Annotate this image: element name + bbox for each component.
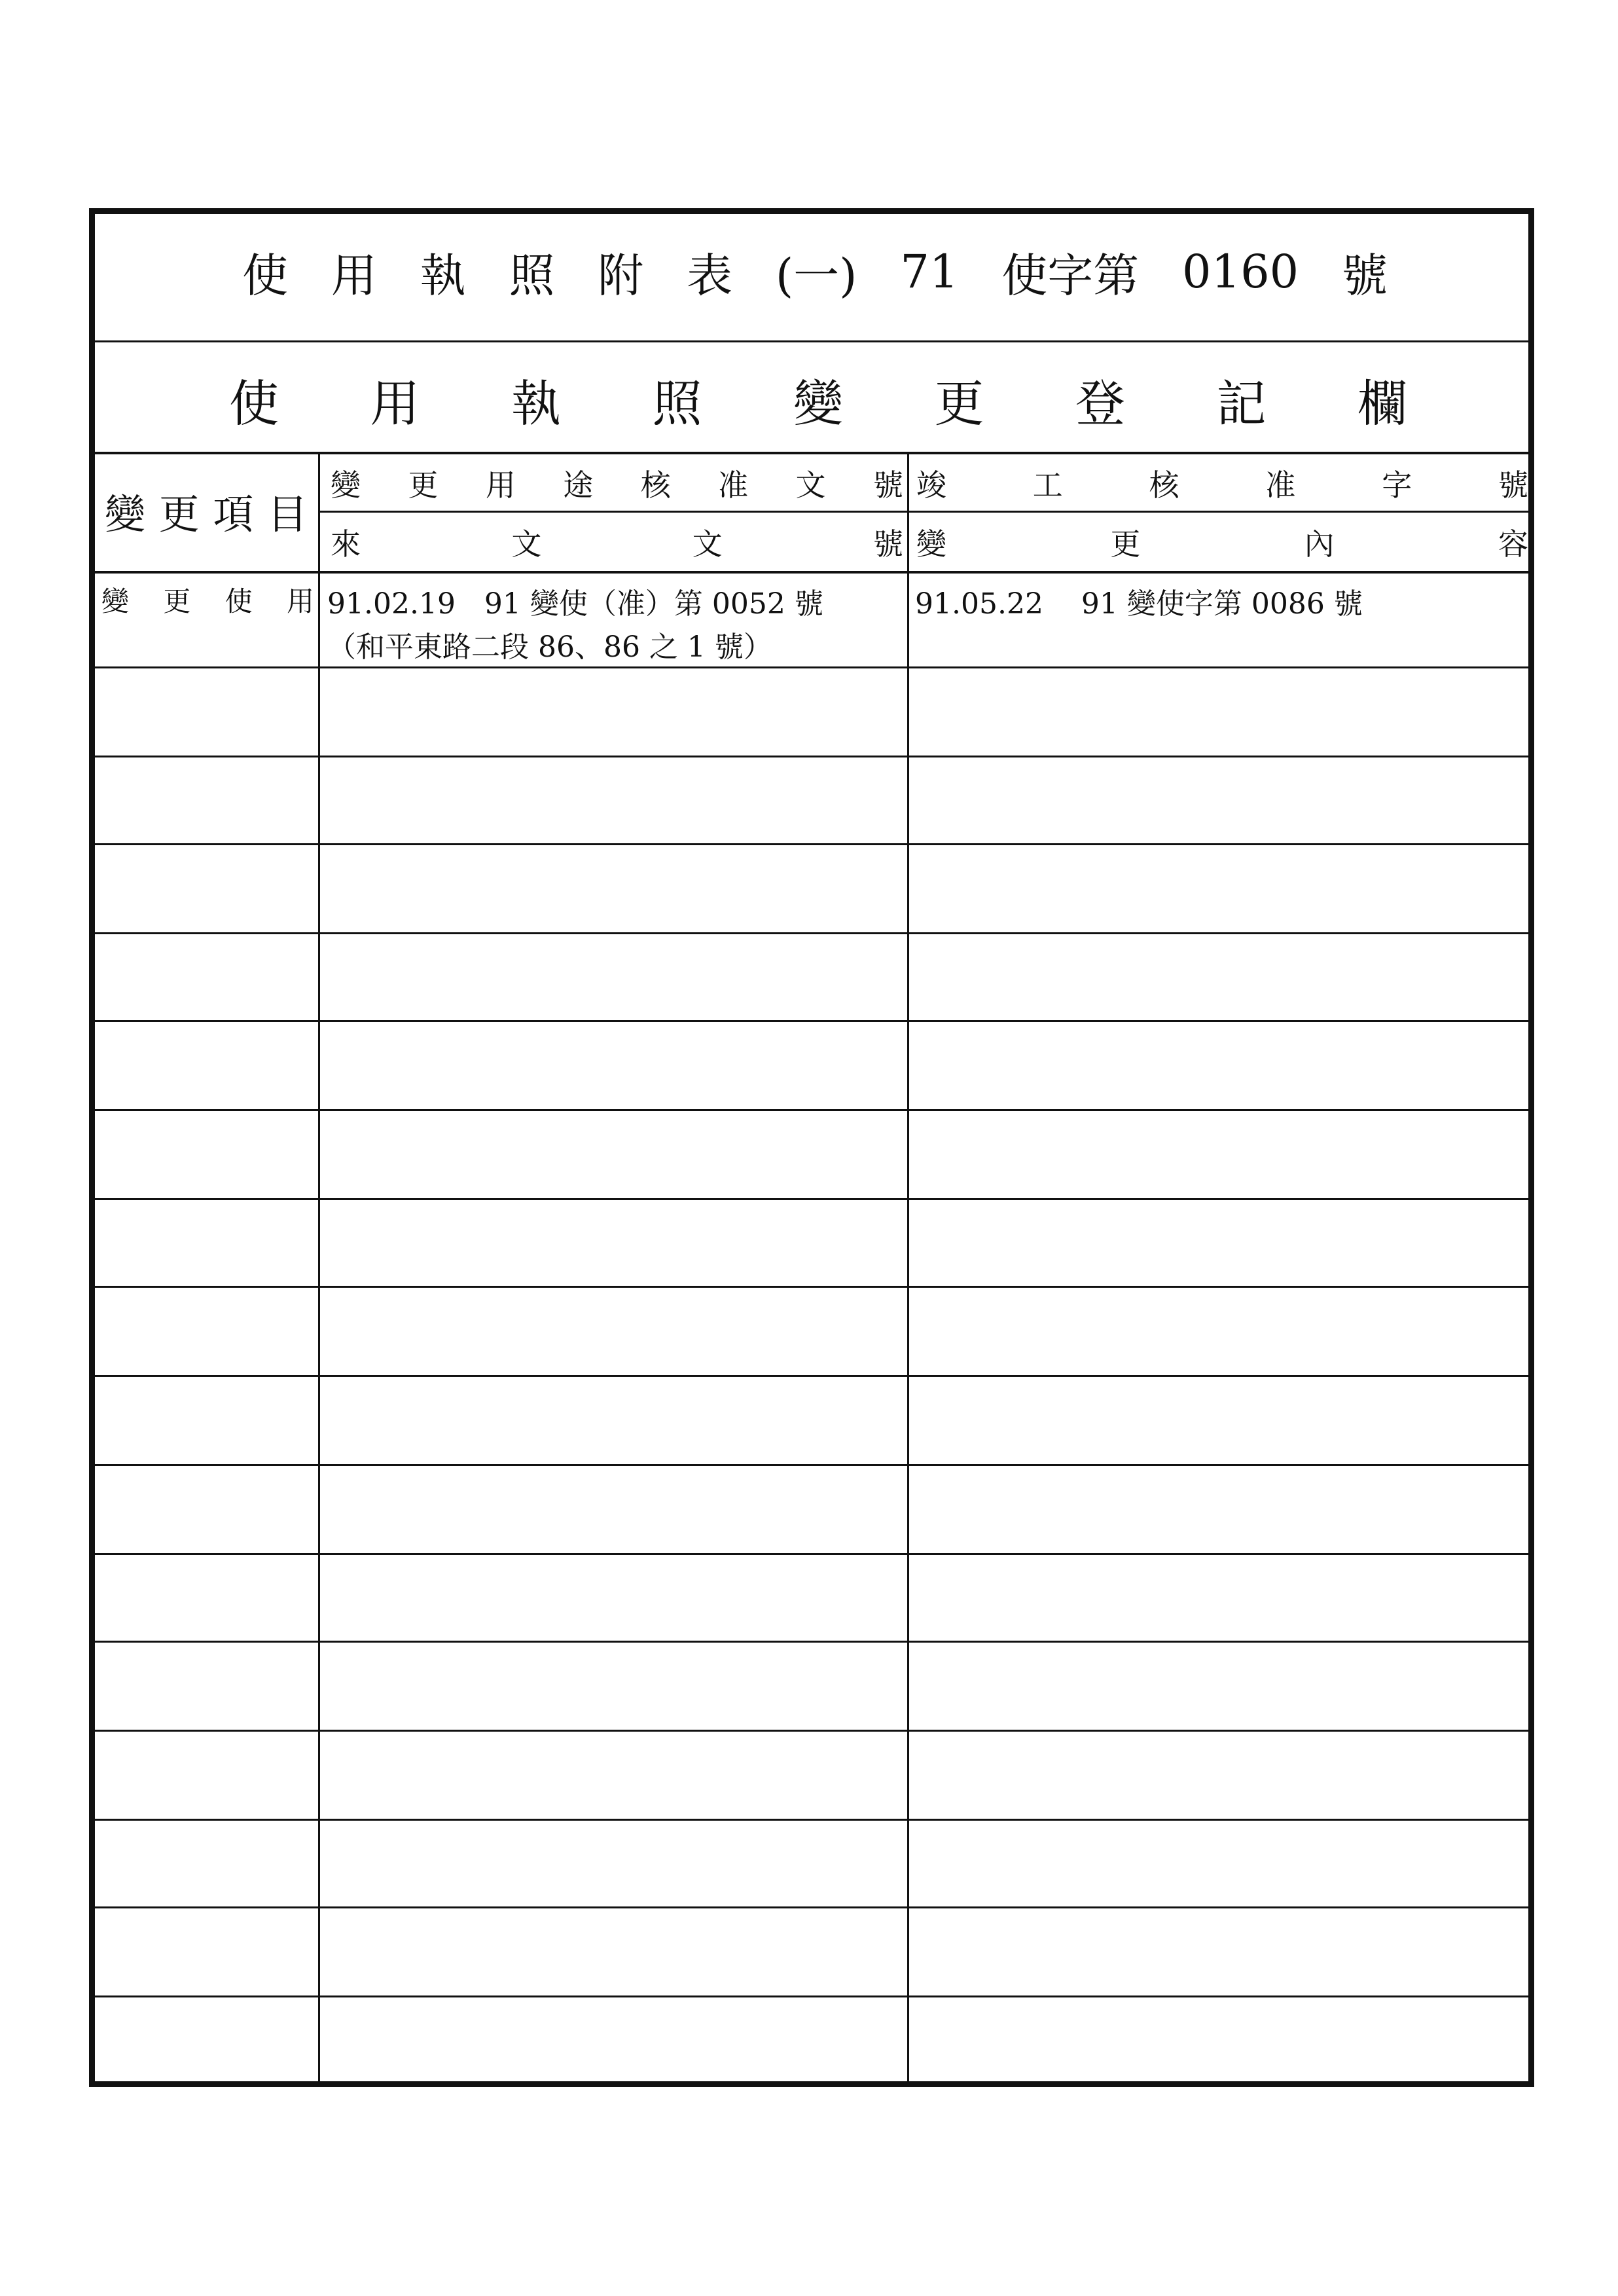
header-change-content [916, 522, 1528, 562]
heading-char: 更 [934, 374, 984, 433]
row-change-content: 91.05.22 91 變使字第 0086 號 [915, 587, 1363, 621]
title-char: (一) [775, 248, 857, 302]
header-char: 更 [158, 490, 200, 538]
heading-char: 使 [229, 374, 279, 433]
header-completion-approval-no [916, 464, 1528, 503]
document-title [242, 236, 1388, 308]
header-bottom [92, 571, 1532, 574]
title-divider [92, 340, 1532, 342]
header-char: 文 [795, 467, 826, 503]
row-item-char: 使 [225, 585, 253, 617]
heading-char: 照 [652, 374, 702, 433]
header-char: 用 [485, 467, 516, 503]
column-divider-2 [907, 453, 909, 2085]
heading-char: 記 [1216, 374, 1267, 433]
header-char: 竣 [916, 467, 946, 503]
header-char: 內 [1304, 526, 1335, 562]
header-char: 文 [511, 526, 542, 562]
title-char: 用 [331, 248, 377, 302]
row-divider [92, 1109, 1532, 1111]
heading-char: 執 [511, 374, 561, 433]
heading-char: 欄 [1357, 374, 1407, 433]
row-divider [92, 1553, 1532, 1555]
row-divider [92, 1375, 1532, 1377]
row-divider [92, 843, 1532, 845]
header-incoming-doc-no [331, 522, 903, 562]
header-char: 項 [213, 490, 254, 538]
header-char: 准 [1265, 467, 1296, 503]
header-char: 變 [916, 526, 946, 562]
header-char: 變 [331, 467, 361, 503]
row-divider [92, 1464, 1532, 1466]
row-incoming-doc-line1: 91.02.19 91 變使（准）第 0052 號 [327, 587, 823, 621]
header-char: 號 [872, 526, 903, 562]
header-change-item [105, 481, 308, 540]
row-divider [92, 1995, 1532, 1997]
title-char: 附 [598, 248, 644, 302]
row-divider [92, 1819, 1532, 1821]
header-char: 核 [1149, 467, 1179, 503]
section-heading [229, 363, 1407, 435]
header-char: 字 [1382, 467, 1412, 503]
title-char: 號 [1341, 248, 1388, 302]
row-divider [92, 1286, 1532, 1288]
header-char: 號 [1498, 467, 1528, 503]
header-subdivider [318, 511, 1532, 513]
header-char: 文 [692, 526, 723, 562]
title-char: 71 [900, 245, 959, 299]
header-approval-doc-no [331, 464, 903, 503]
heading-char: 變 [793, 374, 843, 433]
row-divider [92, 1198, 1532, 1200]
header-char: 更 [408, 467, 439, 503]
heading-char: 登 [1075, 374, 1125, 433]
title-char: 使字第 [1001, 248, 1140, 302]
row-incoming-doc-line2: （和平東路二段 86、86 之 1 號） [327, 630, 772, 664]
heading-char: 用 [370, 374, 420, 433]
title-char: 表 [687, 248, 733, 302]
title-char: 執 [420, 248, 466, 302]
row-item-char: 用 [286, 585, 314, 617]
title-char: 0160 [1182, 245, 1299, 299]
header-char: 目 [266, 490, 308, 538]
row-divider [92, 666, 1532, 668]
row-divider [92, 1020, 1532, 1022]
header-char: 途 [563, 467, 594, 503]
header-char: 變 [105, 490, 146, 538]
row-item-label [101, 581, 314, 618]
header-char: 更 [1110, 526, 1141, 562]
header-char: 准 [718, 467, 749, 503]
header-char: 容 [1498, 526, 1528, 562]
row-divider [92, 932, 1532, 934]
header-char: 號 [872, 467, 903, 503]
header-char: 工 [1032, 467, 1063, 503]
row-divider [92, 1730, 1532, 1732]
row-item-char: 變 [101, 585, 130, 617]
row-divider [92, 1641, 1532, 1643]
heading-divider [92, 452, 1532, 454]
column-divider-1 [318, 453, 320, 2085]
header-char: 來 [331, 526, 361, 562]
row-divider [92, 756, 1532, 757]
row-divider [92, 1906, 1532, 1908]
header-char: 核 [640, 467, 671, 503]
row-item-char: 更 [163, 585, 191, 617]
title-char: 使 [242, 248, 288, 302]
title-char: 照 [509, 248, 555, 302]
